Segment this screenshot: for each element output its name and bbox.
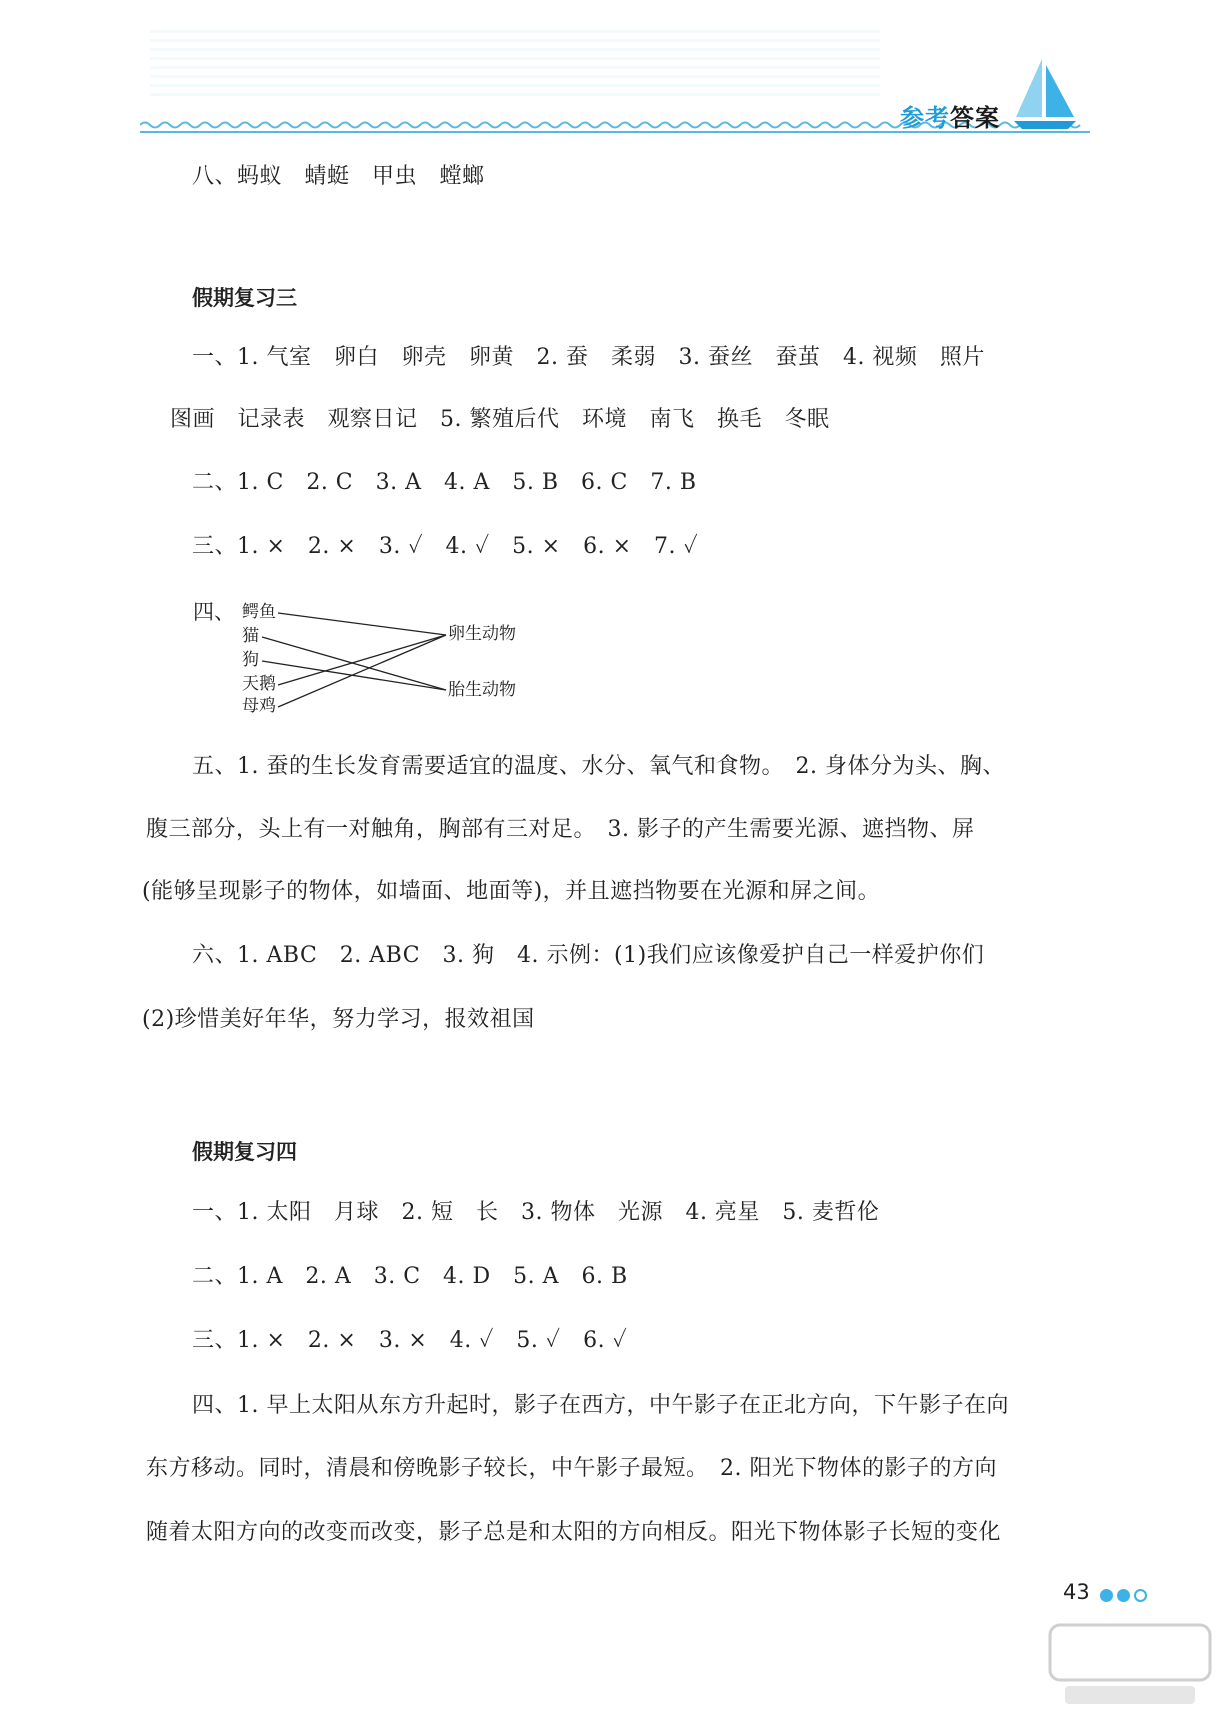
- header-title-highlight: 参考: [900, 104, 950, 132]
- sailboat-icon: [1010, 55, 1080, 135]
- answer-line: 八、蚂蚁 蜻蜓 甲虫 螳螂: [192, 164, 485, 189]
- left-item: 天鹅: [242, 674, 276, 694]
- right-item: 胎生动物: [448, 680, 516, 700]
- header-title-rest: 答案: [950, 104, 1000, 132]
- answer-line: 四、1. 早上太阳从东方升起时，影子在西方，中午影子在正北方向，下午影子在向: [192, 1393, 1009, 1418]
- section-title: 假期复习四: [192, 1140, 297, 1164]
- answer-line: (2)珍惜美好年华，努力学习，报效祖国: [142, 1007, 535, 1032]
- header-title: [900, 98, 1000, 133]
- watermark-logo: [1045, 1620, 1215, 1710]
- left-item: 母鸡: [242, 696, 276, 716]
- matching-diagram: [190, 596, 550, 716]
- section-title: 假期复习三: [192, 286, 297, 310]
- header-decoration: [150, 30, 880, 110]
- left-item: 鳄鱼: [242, 602, 276, 622]
- dot-icon: [1100, 1589, 1113, 1602]
- page-number: 43: [1063, 1580, 1090, 1604]
- answer-line: 随着太阳方向的改变而改变，影子总是和太阳的方向相反。阳光下物体影子长短的变化: [146, 1520, 1002, 1545]
- page-dots: [1100, 1585, 1151, 1604]
- left-item: 狗: [242, 650, 259, 670]
- matching-lines: [190, 596, 550, 721]
- right-item: 卵生动物: [448, 624, 516, 644]
- answer-line: (能够呈现影子的物体，如墙面、地面等)，并且遮挡物要在光源和屏之间。: [142, 879, 881, 904]
- question-prefix: 四、: [193, 600, 235, 624]
- answer-line: 腹三部分，头上有一对触角，胸部有三对足。 3. 影子的产生需要光源、遮挡物、屏: [146, 817, 975, 842]
- dot-icon: [1117, 1589, 1130, 1602]
- answer-line: 五、1. 蚕的生长发育需要适宜的温度、水分、氧气和食物。 2. 身体分为头、胸、: [192, 754, 1005, 779]
- left-item: 猫: [242, 626, 259, 646]
- answer-line: 一、1. 太阳 月球 2. 短 长 3. 物体 光源 4. 亮星 5. 麦哲伦: [192, 1200, 880, 1225]
- answer-line: 一、1. 气室 卵白 卵壳 卵黄 2. 蚕 柔弱 3. 蚕丝 蚕茧 4. 视频 照片: [192, 345, 985, 370]
- answer-line: 六、1. ABC 2. ABC 3. 狗 4. 示例：(1)我们应该像爱护自己一样爱护你们: [192, 943, 985, 968]
- page-header: [0, 0, 1224, 140]
- answer-line: 三、1. × 2. × 3. × 4. ✓ 5. ✓ 6. ✓: [192, 1328, 628, 1353]
- answer-line: 东方移动。同时，清晨和傍晚影子较长，中午影子最短。 2. 阳光下物体的影子的方向: [146, 1456, 997, 1481]
- answer-line: 二、1. A 2. A 3. C 4. D 5. A 6. B: [192, 1264, 628, 1289]
- answer-line: 图画 记录表 观察日记 5. 繁殖后代 环境 南飞 换毛 冬眠: [170, 407, 830, 432]
- answer-line: 三、1. × 2. × 3. ✓ 4. ✓ 5. × 6. × 7. ✓: [192, 534, 699, 559]
- dot-icon: [1134, 1589, 1147, 1602]
- answer-line: 二、1. C 2. C 3. A 4. A 5. B 6. C 7. B: [192, 470, 697, 495]
